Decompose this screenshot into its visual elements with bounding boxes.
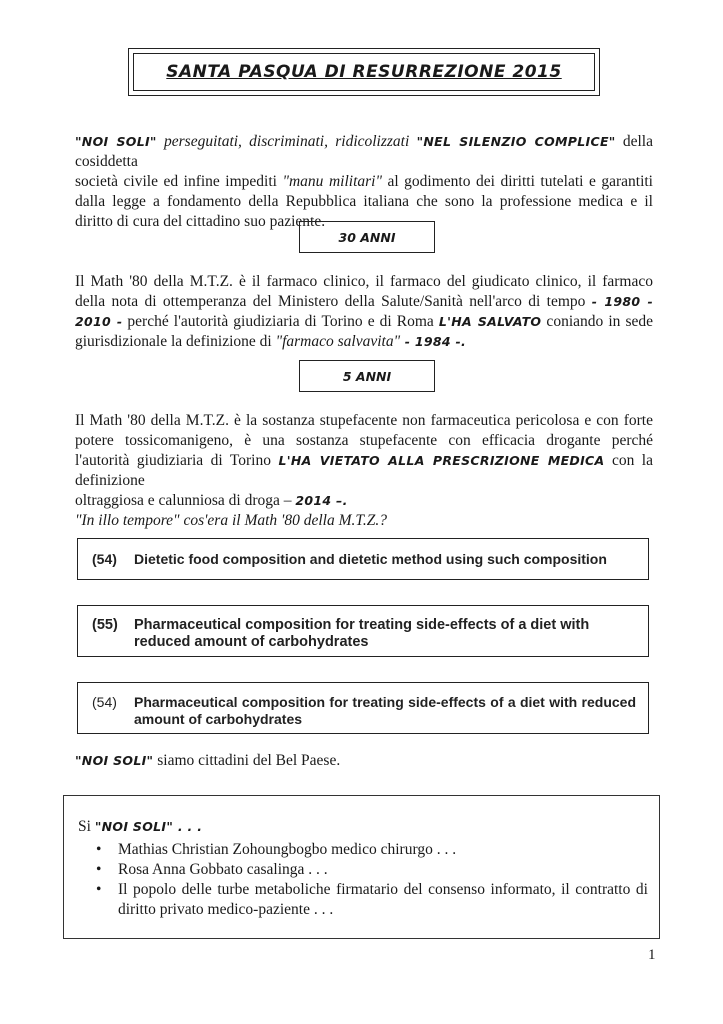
noi-soli-emphasis: "NOI SOLI": [75, 134, 157, 149]
p3-text-4: con la definizione: [75, 452, 653, 489]
intro-text-3: società civile ed infine impediti: [75, 173, 283, 190]
list-item-text: Il popolo delle turbe metaboliche firmatario del consenso informato, il contratto di diritto privato medico-paziente . . .: [118, 881, 648, 918]
title-box: [128, 48, 600, 96]
box-5-anni: [299, 360, 435, 392]
page-title: SANTA PASQUA DI RESURREZIONE 2015: [166, 62, 562, 82]
noi-soli-list-box: [63, 795, 660, 939]
p2-text-5: giurisdizionale la definizione di: [75, 333, 276, 350]
citizens-text: siamo cittadini del Bel Paese.: [153, 752, 341, 769]
p3-line-1: Il Math '80 della M.T.Z. è la sostanza stupefacente non farmaceutica pericolosa e con forte: [75, 412, 653, 429]
box-30-anni: [299, 221, 435, 253]
page-number: 1: [648, 947, 656, 963]
salvato-emphasis: L'HA SALVATO: [438, 314, 542, 329]
p2-text-3: perché l'autorità giudiziaria di Torino e di Roma: [122, 313, 439, 330]
bullet-icon: •: [96, 861, 102, 878]
paragraph-5-anni: [75, 411, 653, 531]
p2-line-3: [75, 312, 653, 332]
question-line: "In illo tempore" cos'era il Math '80 della M.T.Z.?: [75, 512, 387, 529]
p2-text-4: coniando in sede: [541, 313, 654, 330]
person-list: [78, 840, 648, 920]
patent-text: Pharmaceutical composition for treating side-effects of a diet with reduced amount of carbohydrates: [134, 617, 590, 650]
paragraph-30-anni: [75, 272, 653, 352]
list-intro: [78, 818, 202, 836]
silenzio-emphasis: "NEL SILENZIO COMPLICE": [416, 134, 616, 149]
year-1980: - 1980 -: [591, 294, 653, 309]
p2-text-2: della nota di ottemperanza del Ministero della Salute/Sanità nell'arco di tempo: [75, 293, 592, 310]
p2-line-2: [75, 292, 653, 312]
farmaco-salvavita: "farmaco salvavita": [275, 333, 401, 350]
list-item-text: Mathias Christian Zohoungbogbo medico chirurgo . . .: [118, 841, 457, 858]
patent-box-1: [77, 538, 649, 580]
patent-text: Dietetic food composition and dietetic method using such composition: [134, 551, 607, 567]
intro-line-3: dalla legge a fondamento della Repubblica italiana che sono la professione medica e il: [75, 193, 653, 210]
intro-text-4: al godimento dei diritti tutelati e garantiti: [381, 173, 653, 190]
list-item: [78, 860, 648, 880]
list-item: [78, 880, 648, 920]
p3-line-4: [75, 491, 653, 511]
p3-line-3: [75, 451, 653, 491]
intro-text-2: della cosiddetta: [75, 133, 653, 170]
list-item-text: Rosa Anna Gobbato casalinga . . .: [118, 861, 328, 878]
patent-number: (55): [92, 617, 118, 633]
bullet-icon: •: [96, 841, 102, 858]
citizens-line: [75, 751, 653, 771]
list-intro-si: Si: [78, 818, 95, 835]
patent-box-2: [77, 605, 649, 657]
bullet-icon: •: [96, 881, 102, 898]
intro-text-1: perseguitati, discriminati, ridicolizzati: [156, 133, 417, 150]
intro-line-4: diritto di cura del cittadino suo paziente.: [75, 213, 326, 230]
noi-soli-emphasis: "NOI SOLI": [75, 753, 154, 768]
list-item: [78, 840, 648, 860]
patent-number: (54): [92, 694, 117, 710]
p2-line-1: Il Math '80 della M.T.Z. è il farmaco clinico, il farmaco del giudicato clinico, il farmaco: [75, 273, 653, 290]
year-2010: 2010 -: [75, 314, 123, 329]
p3-line-2: potere tossicomanigeno, è una sostanza stupefacente con efficacia drogante perché: [75, 432, 653, 449]
intro-line-1: [75, 132, 653, 172]
patent-box-3: [77, 682, 649, 734]
patent-number: (54): [92, 551, 117, 567]
patent-text: Pharmaceutical composition for treating side-effects of a diet with reduced amount of carbohydrates: [134, 694, 636, 727]
intro-paragraph: [75, 132, 653, 232]
box-30-anni-label: 30 ANNI: [338, 229, 396, 245]
box-5-anni-label: 5 ANNI: [342, 368, 392, 384]
p2-line-4: [75, 332, 653, 352]
p3-text-3: l'autorità giudiziaria di Torino: [75, 452, 279, 469]
year-1984: - 1984 -.: [400, 334, 467, 349]
year-2014: 2014 –.: [295, 493, 348, 508]
noi-soli-emphasis: "NOI SOLI" . . .: [94, 819, 203, 834]
vietato-emphasis: L'HA VIETATO ALLA PRESCRIZIONE MEDICA: [278, 453, 605, 468]
title-box-inner: [133, 53, 595, 91]
intro-line-2: [75, 172, 653, 192]
p3-text-5: oltraggiosa e calunniosa di droga –: [75, 492, 296, 509]
manu-militari: "manu militari": [282, 173, 382, 190]
